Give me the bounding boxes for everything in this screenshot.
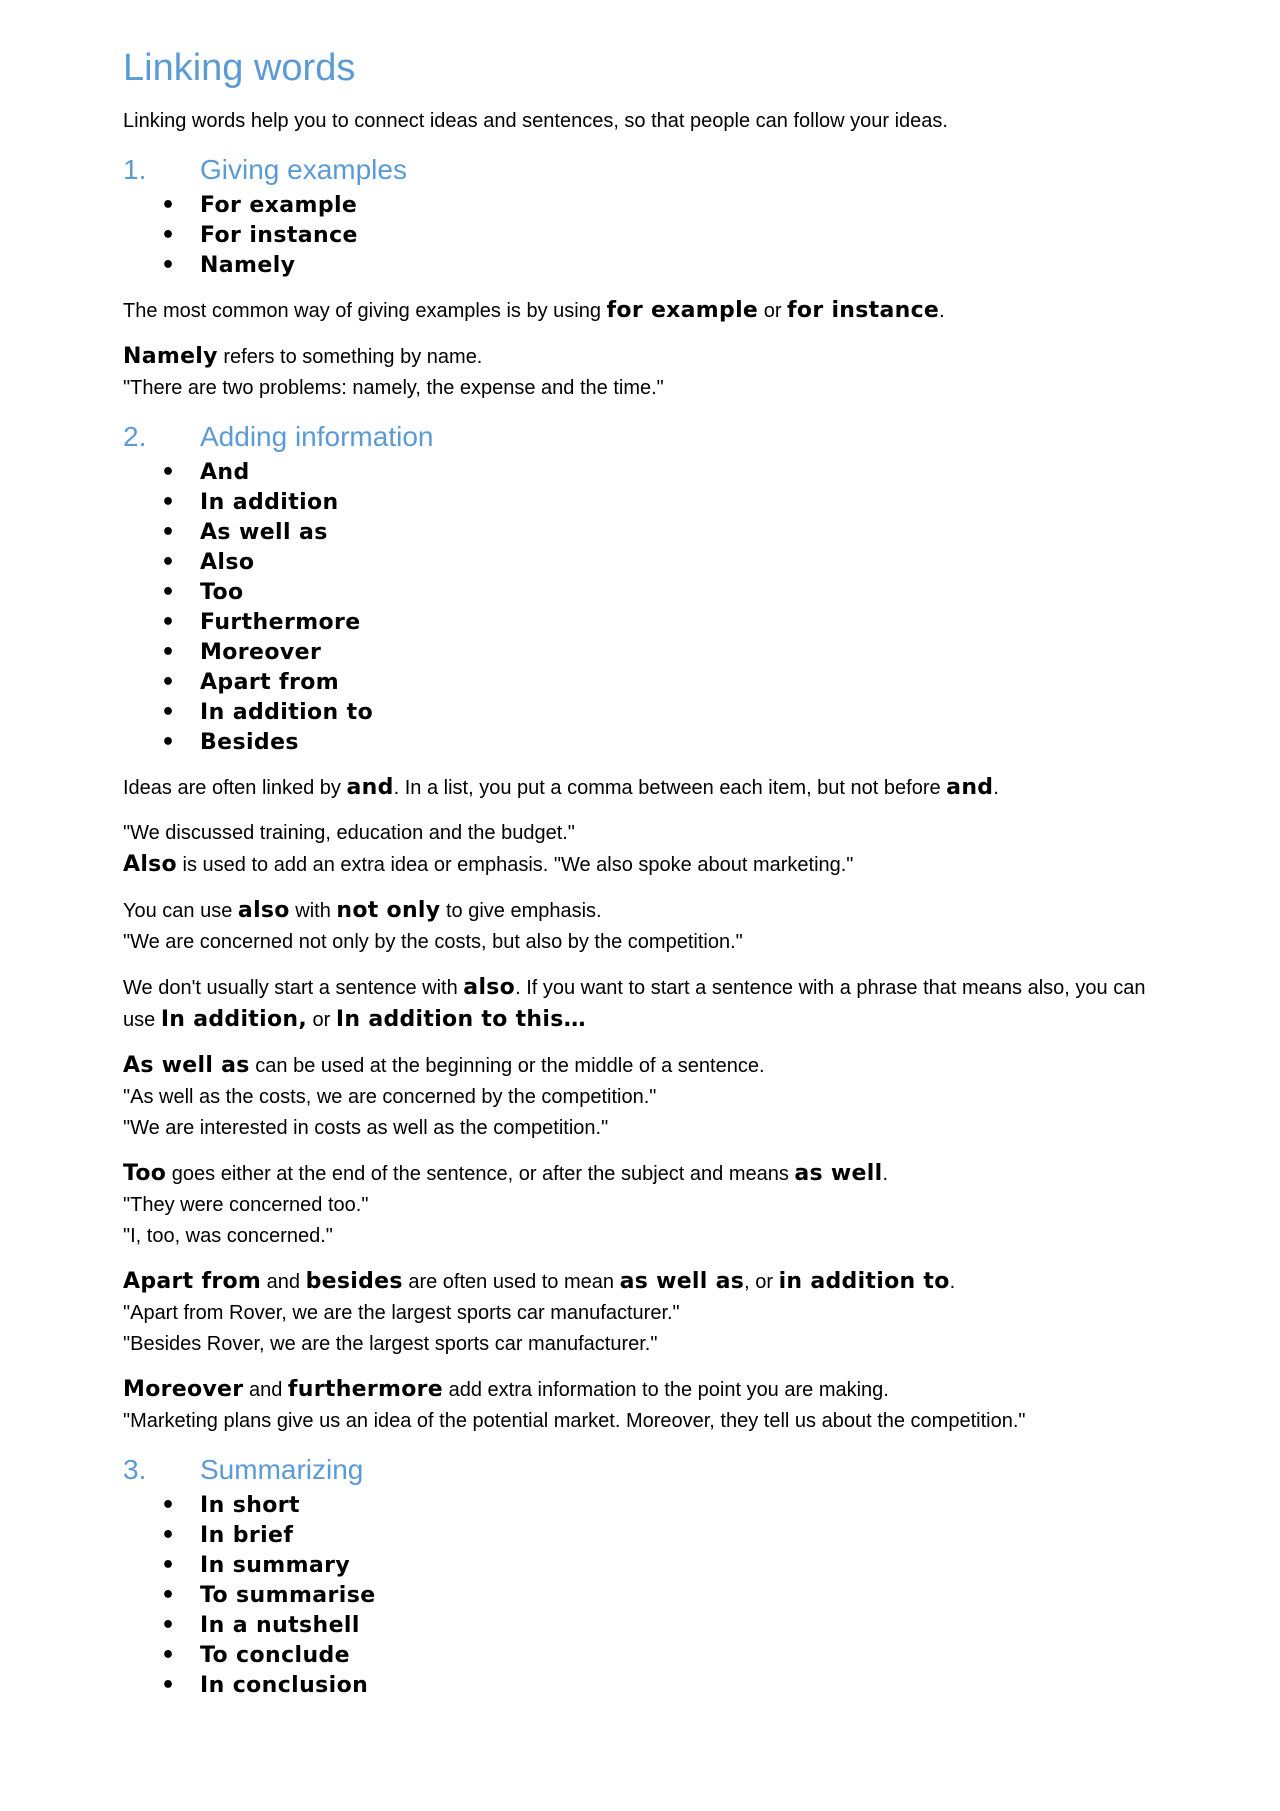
paragraph-also: "We discussed training, education and the budget." Also is used to add an extra idea or emphasis. "We also spoke about marketing." — [123, 821, 854, 877]
paragraph-too: Too goes either at the end of the sentence, or after the subject and means as well. "They were concerned too." "I, too, was concerned." — [123, 1160, 888, 1247]
list-item: • In addition to — [123, 698, 1183, 728]
list-item: • And — [123, 458, 1183, 488]
term-list-summarizing — [123, 1491, 1183, 1701]
example-sentence: "We are concerned not only by the costs, but also by the competition." — [123, 930, 743, 953]
section-heading-adding-information — [123, 418, 1183, 456]
intro-paragraph: Linking words help you to connect ideas and sentences, so that people can follow your ideas. — [123, 109, 948, 132]
section-title: Summarizing — [200, 1453, 364, 1485]
example-sentence: "I, too, was concerned." — [123, 1224, 333, 1247]
example-sentence: "They were concerned too." — [123, 1193, 369, 1216]
list-item: • To conclude — [123, 1641, 1183, 1671]
list-item: • In addition — [123, 488, 1183, 518]
page-title: Linking words — [123, 47, 356, 89]
list-item: • Apart from — [123, 668, 1183, 698]
term-list-giving-examples — [123, 191, 1183, 281]
section-title: Adding information — [200, 420, 434, 452]
example-sentence: "Apart from Rover, we are the largest sports car manufacturer." — [123, 1301, 680, 1324]
example-sentence: "Besides Rover, we are the largest sports car manufacturer." — [123, 1332, 658, 1355]
section-number: 2. — [123, 420, 147, 452]
list-item: • In conclusion — [123, 1671, 1183, 1701]
paragraph-as-well-as: As well as can be used at the beginning or the middle of a sentence. "As well as the costs, we are concerned by the competition." "We are interested in costs as well as the competition." — [123, 1052, 765, 1139]
list-item: • To summarise — [123, 1581, 1183, 1611]
paragraph-apart-from: Apart from and besides are often used to mean as well as, or in addition to. "Apart from Rover, we are the largest sports car manufacturer." "Besides Rover, we are the largest sports car manufacturer." — [123, 1268, 956, 1355]
list-item: • Also — [123, 548, 1183, 578]
list-item: • For instance — [123, 221, 1183, 251]
paragraph-and: Ideas are often linked by and. In a list, you put a comma between each item, but not before and. — [123, 774, 999, 800]
paragraph-also-not-only: You can use also with not only to give emphasis. "We are concerned not only by the costs, but also by the competition." — [123, 897, 743, 953]
section-number: 1. — [123, 153, 147, 185]
document-page — [123, 46, 1183, 1715]
section-title: Giving examples — [200, 153, 407, 185]
paragraph-moreover: Moreover and furthermore add extra information to the point you are making. "Marketing plans give us an idea of the potential market. Moreover, they tell us about the competition." — [123, 1376, 1026, 1432]
example-sentence: "Marketing plans give us an idea of the potential market. Moreover, they tell us about the competition." — [123, 1409, 1026, 1432]
paragraph-common-examples: The most common way of giving examples is by using for example or for instance. — [123, 297, 945, 323]
term-list-adding-information — [123, 458, 1183, 758]
example-sentence: "We discussed training, education and the budget." — [123, 821, 575, 844]
list-item: • In summary — [123, 1551, 1183, 1581]
example-sentence: "There are two problems: namely, the expense and the time." — [123, 376, 664, 399]
list-item: • In a nutshell — [123, 1611, 1183, 1641]
paragraph-in-addition: We don't usually start a sentence with also. If you want to start a sentence with a phrase that means also, you can use In addition, or In addition to this… — [123, 974, 1146, 1032]
paragraph-namely: Namely refers to something by name. "There are two problems: namely, the expense and the time." — [123, 343, 664, 399]
list-item: • In brief — [123, 1521, 1183, 1551]
list-item: • Furthermore — [123, 608, 1183, 638]
example-sentence: "We are interested in costs as well as the competition." — [123, 1116, 609, 1139]
list-item: • Namely — [123, 251, 1183, 281]
list-item: • In short — [123, 1491, 1183, 1521]
list-item: • Too — [123, 578, 1183, 608]
section-heading-summarizing — [123, 1451, 1183, 1489]
section-number: 3. — [123, 1453, 147, 1485]
example-sentence: "As well as the costs, we are concerned by the competition." — [123, 1085, 657, 1108]
section-heading-giving-examples — [123, 151, 1183, 189]
list-item: • Moreover — [123, 638, 1183, 668]
list-item: • As well as — [123, 518, 1183, 548]
list-item: • Besides — [123, 728, 1183, 758]
list-item: • For example — [123, 191, 1183, 221]
